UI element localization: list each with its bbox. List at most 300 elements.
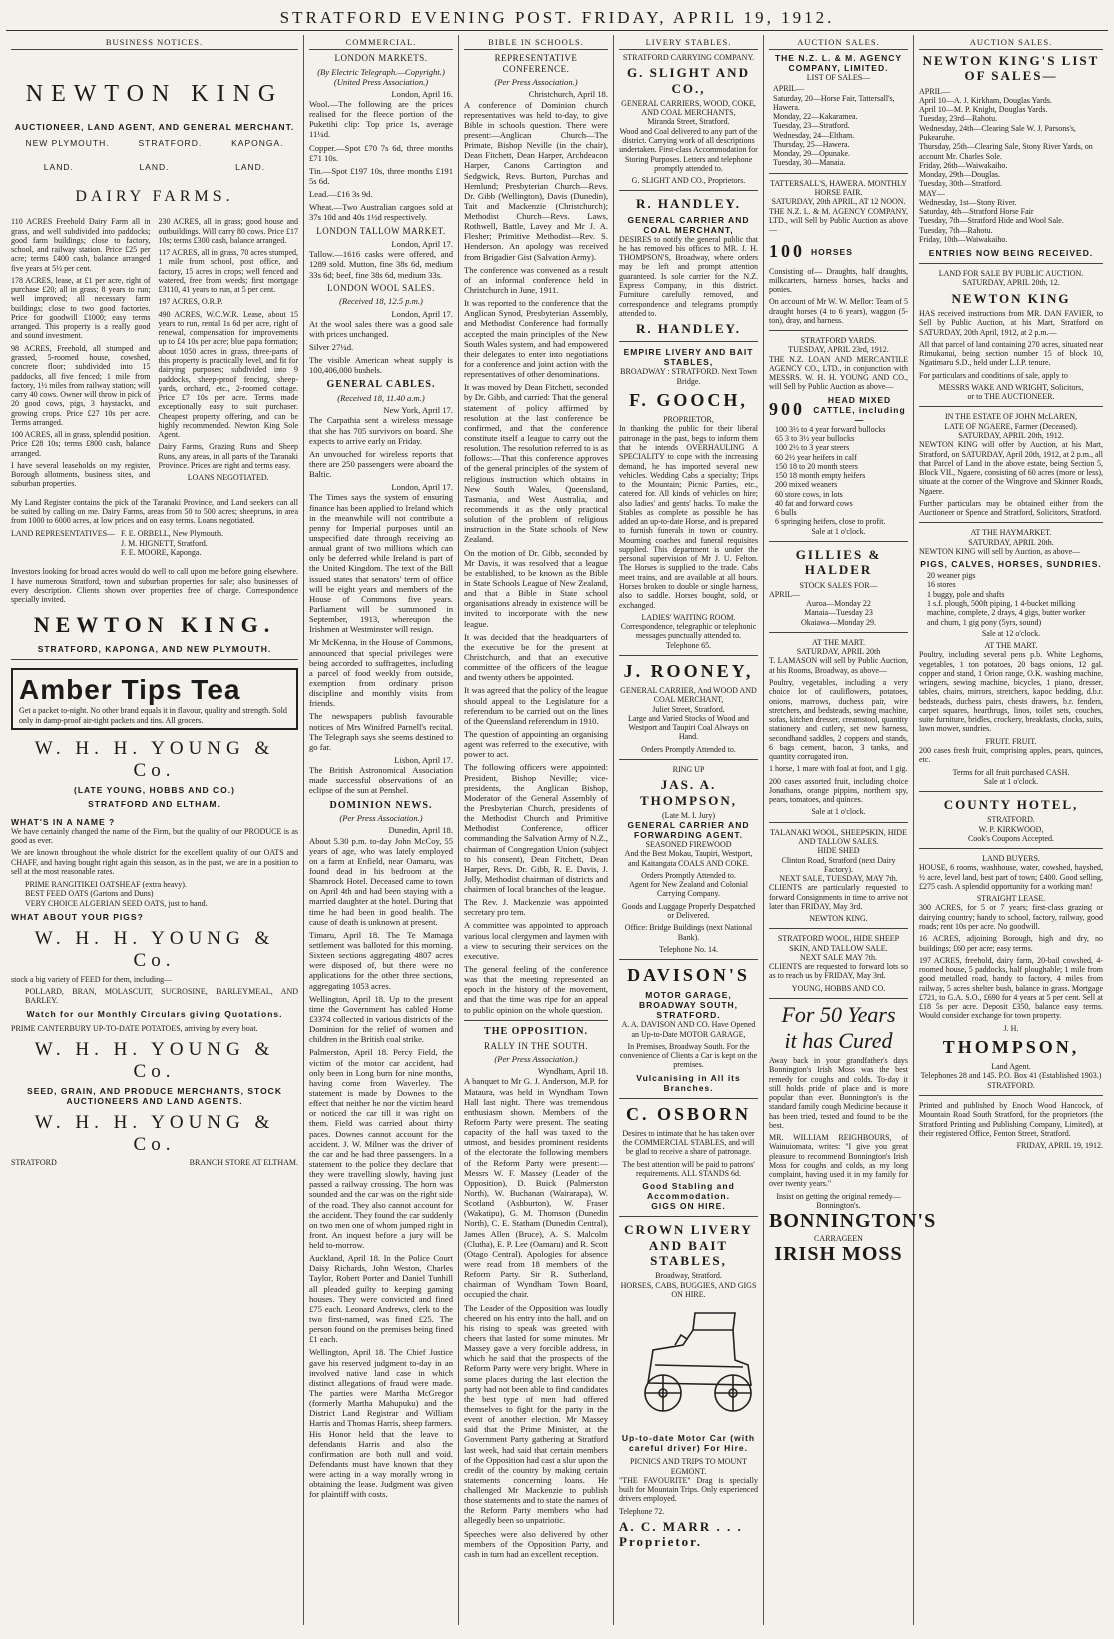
cattle-item: 100 3½ to 4 year forward bullocks xyxy=(775,424,886,434)
masthead: STRATFORD EVENING POST. FRIDAY, APRIL 19, 1912. xyxy=(6,6,1108,31)
land-representatives xyxy=(11,529,298,557)
sale-line: Wednesday, 24th—Clearing Sale W. J. Parsons's, Pukearuhe. xyxy=(919,123,1076,142)
land-label: LAND. xyxy=(235,162,266,173)
stratford-yards: STRATFORD YARDS. xyxy=(800,336,877,346)
farm-item: Dairy Farms, Grazing Runs and Sheep Runs, any areas, in all parts of the Taranaki Province. Prices are right and terms easy. xyxy=(158,442,298,470)
sale-line: Saturday, 20—Horse Fair, Tattersall's, Hawera. xyxy=(773,93,895,112)
thompson-name: JAS. A. THOMPSON, xyxy=(639,777,738,808)
dateline: New York, April 17. xyxy=(383,405,453,416)
mart-list: Poultry, including several pens p.b. White Leghorns, vegetables, 1 ton potatoes, 20 bags onions, 12 gal. copper and stand, 1 Orion range, O.K. washing machine, wringers, sewing machine, bicycles, 1 piano, dresser, tables, chairs, mirrors, stretchers, kapoc bedding, d.b.r. bedsteads, duchess pairs, chests drawers, b.r. fenders, carpet squares, hearthrugs, linos, toilet sets, couches, suite furniture, bridles, crockery, breakfasts, clocks, suits, lawn mower, sundries. xyxy=(919,650,1103,734)
section-title: LONDON MARKETS. xyxy=(334,53,428,64)
article-para: At the wool sales there was a good sale with prices unchanged. xyxy=(309,318,453,339)
horses-count: 100 xyxy=(769,241,805,262)
advertiser-role: AUCTIONEER, LAND AGENT, AND GENERAL MERCHANT. xyxy=(14,122,295,133)
cattle-label: HEAD MIXED CATTLE, including— xyxy=(813,394,906,425)
cattle-item: 60 store cows, in lots xyxy=(775,489,843,499)
slight-text: Wood and Coal delivered to any part of the district. Carrying work of all descriptions undertaken. First-class Accommodation for Storing Purposes. Letters and telephone promptly attended to. xyxy=(619,126,758,173)
sale-time: Sale at 1 o'clock. xyxy=(811,807,866,817)
haymarket-items: PIGS, CALVES, HORSES, SUNDRIES. xyxy=(920,559,1102,570)
product: BEST FEED OATS (Gartons and Duns) xyxy=(25,889,154,899)
article-para: Palmerston, April 18. Percy Field, the victim of the motor car accident, had only been in Long burn for nine months, having come from Waverley. The statement is made by Downes to the effect that neither he nor the victim heard or noticed the car till it was right on them. Field was carried about thirty paces. Downes cannot account for the accident. J. W. Milner was the driver of the car and he had three passengers. In a statement to the police they declare that they were travelling slowly, having just passed a railway crossing. The horn was sounded and the car was on the right side of the road. They also cannot account for the accident. They found the car suddenly on two men one of whom jumped right in front. An inquest before a jury will be held to-morrow. xyxy=(309,1047,453,1251)
farm-item: 178 ACRES, lease, at £1 per acre, right of purchase £20; all in grass; 8 years to run; well improved; all necessary farm buildings; close to two good factories. Price for goodwill £1000; easy terms arranged. This property is a really good and sound investment. xyxy=(11,275,151,341)
thompson-name: THOMPSON, xyxy=(942,1036,1080,1057)
rep: F. E. MOORE, Kaponga. xyxy=(121,548,202,558)
nzlm-name: THE N.Z. L. & M. AGENCY COMPANY, LIMITED. xyxy=(774,53,903,74)
column-header: BIBLE IN SCHOOLS. xyxy=(464,37,608,50)
thompson-late: (Late M. I. Jury) xyxy=(661,810,716,820)
empire-address: BROADWAY : STRATFORD. Next Town Bridge. xyxy=(620,367,757,386)
ad-text: Away back in your grandfather's days Bonnington's Irish Moss was the best remedy for coughs and colds. To-day it still holds pride of place and is more popular than ever. Bonnington's is the standard family cough Medicine because it has been tried, tested and found to be the best. xyxy=(769,1055,908,1130)
article-para: The question of appointing an organising agent was referred to the executive, with power to act. xyxy=(464,728,608,760)
ad-quote: MR. WILLIAM REIGHBOURS, of Wainuiomata, writes: "I give you great pleasure to recommend Bonnington's Irish Moss for coughs and colds, as my long complaint, having used it in my family for over twenty years." xyxy=(769,1133,908,1189)
loans-line: LOANS NEGOTIATED. xyxy=(187,473,269,483)
land-label: LAND. xyxy=(139,162,170,173)
rep: F. E. ORBELL, New Plymouth. xyxy=(121,529,224,539)
section-title: GENERAL CABLES. xyxy=(326,379,436,391)
land-or: or to THE AUCTIONEER. xyxy=(967,392,1055,402)
farms-left xyxy=(11,217,151,491)
section-title: LONDON TALLOW MARKET. xyxy=(316,225,446,236)
land-labels xyxy=(11,162,298,172)
land-text: HAS received instructions from MR. DAN FAVIER, to Sell by Public Auction, at his Mart, Stratford on SATURDAY, 20th April, 1912, at 2 p.m.— xyxy=(919,309,1103,337)
ladies-room: LADIES' WAITING ROOM. xyxy=(641,612,736,622)
thompson-tel: Telephone No. 14. xyxy=(659,944,718,954)
nzlm-sell: THE N.Z. L. & M. AGENCY COMPANY, LTD., will Sell by Public Auction as above— xyxy=(769,206,908,235)
article-para: Tin.—Spot £197 10s, three months £191 5s 6d. xyxy=(309,165,453,187)
amber-tips-ad xyxy=(11,668,298,730)
section-source: (Per Press Association.) xyxy=(494,77,578,88)
farms-listing xyxy=(11,217,298,491)
pigs-question: WHAT ABOUT YOUR PIGS? xyxy=(11,911,144,922)
lease-item: 300 ACRES, for 5 or 7 years; first-class grazing or dairying country; handy to school, factory, railway, good roads; rent 10s per acre. No goodwill. xyxy=(919,903,1103,932)
article-para: A banquet to Mr G. J. Anderson, M.P. for Mataura, was held in Wyndham Town Hall last night. There was tremendous enthusiasm shown. Members of the Reform Party were present. The seating capacity of the hall was taxed to the utmost, and besides prominent residents of the electorate the following members of the Reform Party were present:—Messrs W. F. Massey (Leader of the Opposition), D. Buick (Palmerston North), W. Buchanan (Wairarapa), W. Scotland (Ashburton), W. Fraser (Wakatipu), G. M. Thomson (Dunedin North), C. E. Statham (Dunedin Central), James Allen (Bruce), A. S. Malcolm (Clutha), E. P. Lee (Oamaru) and R. Scott (Otago Central). Apologies for absence were read from 18 members of the Reform Party. Sir R. Sutherland, chairman of Wyndham Town Board, occupied the chair. xyxy=(464,1076,608,1300)
sale-line: Monday, 29—Opunake. xyxy=(773,149,851,159)
hay-item: 1 buggy, pole and shafts xyxy=(927,589,1005,599)
article-para: Auckland, April 18. In the Police Court Daisy Richards, John Weston, Charles Taylor, Robert Porter and Daniel Tunhill all pleaded guilty to keeping gaming houses. They were convicted and fined £75 each. Leonard Andrews, clerk to the two first-named, was fined £25. The person found on the premises being fined £1 each. xyxy=(309,1253,453,1345)
sale-time: Sale at 1 o'clock. xyxy=(983,776,1039,786)
farm-item: 98 ACRES, Freehold, all stumped and grassed, 5-roomed house, cowshed, concrete floor; subdivided into 15 paddocks, all five fenced; 1 mile from factory, 1½ miles from railway station; will carry 40 cows. Owner will throw in pick of 20 good cows, pigs, 3 haystacks, and growing crops. Price £27 10s per acre. Terms arranged. xyxy=(11,343,151,427)
haymarket-date: SATURDAY, APRIL 20th. xyxy=(968,537,1054,547)
sale-line: APRIL— xyxy=(773,84,805,94)
dateline: Christchurch, April 18. xyxy=(528,89,608,100)
county-town: STRATFORD. xyxy=(987,815,1035,825)
article-para: The Leader of the Opposition was loudly cheered on his entry into the hall, and on his rising to speak was greeted with cheers that lasted for some minutes. Mr Massey gave a very forcible address, in which he said that the prospects of the Reform Party were very bright. Where in some places during the last election the party had not been able to find candidates the best type of men had offered themselves to fight for the party in the event of another election. Mr Massey said that the Prime Minister, at the Government Party gathering at Stratford last week, had said that certain members of the Opposition had cast a slur upon the credit of the country by making certain statements concerning loans. He challenged Mr Mackenzie to publish those statements and to state the names of the Reform Party members who had allegedly been so unpatriotic. xyxy=(464,1302,608,1526)
dateline: London, April 17. xyxy=(391,308,453,319)
land-cond: For particulars and conditions of sale, apply to xyxy=(919,370,1068,380)
gillies-month: APRIL— xyxy=(769,589,801,599)
article-para: It was agreed that the policy of the league should appeal to the Legislature for a referendum to be carried out on the lines of the Queensland referendum in 1910. xyxy=(464,685,608,726)
whats-in-a-name: WHAT'S IN A NAME ? xyxy=(11,816,116,827)
article-para: Copper.—Spot £70 7s 6d, three months £71 10s. xyxy=(309,142,453,163)
article-para: The following officers were appointed: President, Bishop Neville; vice-presidents, the Anglican Bishop, Moderator of the General Assembly of the Presbyterian Church, presidents of the Methodist Church and Primitive Methodist Conference, officer commanding the Salvation Army of N.Z., chairman of Congregation Union (subject to his consent), Dean Fitchett, Dean Harper, Revs. Dr. Gibb, R. E. Davis, J. Jolly, Methodist chairman of districts and chairmen of local branches of the league. xyxy=(464,762,608,895)
columns xyxy=(6,35,1108,1625)
gigs-on-hire: GIGS ON HIRE. xyxy=(651,1201,726,1212)
sale-line: Friday, 10th—Waiwakaiho. xyxy=(919,234,1008,244)
rooney-text: Large and Varied Stocks of Wood and Westport and Taupiri Coal Always on Hand. xyxy=(627,713,750,742)
section-title: THE OPPOSITION. xyxy=(484,1025,588,1037)
davison-name: DAVISON'S xyxy=(627,965,750,986)
talanaki: TALANAKI WOOL, SHEEPSKIN, HIDE AND TALLOW SALES. xyxy=(770,827,907,846)
section-source: (Per Press Association.) xyxy=(339,813,423,824)
wool-hide-sale: STRATFORD WOOL, HIDE SHEEP SKIN, AND TALLOW SALE. xyxy=(777,934,900,953)
article-para: The general feeling of the conference was that the meeting represented an epoch in the history of the movement, and that the time was ripe for an appeal to public opinion on the whole question. xyxy=(464,964,608,1015)
slight-name: G. SLIGHT AND CO., xyxy=(627,65,750,96)
cattle-item: 6 bulls xyxy=(775,508,797,518)
nzlm-sales xyxy=(773,84,904,167)
column-header: BUSINESS NOTICES. xyxy=(11,37,298,50)
land-title: LAND FOR SALE BY PUBLIC AUCTION. xyxy=(938,269,1084,279)
column-business-notices xyxy=(6,35,304,1625)
article-para: It was moved by Dean Fitchett, seconded by Dr. Gibb, and carried: That the general statement of policy affirmed by resolution at the last conference be confirmed, and that the conference constitute itself a league to carry out the resolution. The resolution referred to is as follows:—That this conference approves of the general principles of the system of religious instruction which obtains in New South Wales, Queensland, Tasmania, and West Australia, and recommends it as the only practical solution of the problem of religious instruction in the State schools of New Zealand. xyxy=(464,382,608,545)
sale-line: Thursday, 25th—Clearing Sale, Stony River Yards, on account Mr. Charles Sole. xyxy=(919,142,1093,161)
gillies-list xyxy=(769,599,908,627)
nzloan-text: THE N.Z. LOAN AND MERCANTILE AGENCY CO., LTD., in conjunction with MESSRS. W. H. H. YOUNG AND CO., will Sell by Public Auction as above— xyxy=(769,354,908,392)
branch-towns-footer: STRATFORD, KAPONGA, AND NEW PLYMOUTH. xyxy=(37,644,272,655)
marr-proprietor: A. C. MARR . . . Proprietor. xyxy=(619,1518,743,1550)
circulars: Watch for our Monthly Circulars giving Quotations. xyxy=(26,1009,283,1020)
farm-item: I have several leaseholds on my register, Borough allotments, business sites, and suburban properties. xyxy=(11,460,151,489)
column-header: LIVERY STABLES. xyxy=(619,37,758,50)
estate-text: NEWTON KING will offer by Auction, at his Mart, Stratford, on SATURDAY, April 20th, 1912, at 2 p.m., all that Parcel of Land in the above estate, being Section 5, Block VII., Ngaere, consisting of 60 acres (more or less), situate at the corner of the Wingrove and Skinner Roads, Ngaere. xyxy=(919,440,1104,496)
cattle-item: 200 mixed weaners xyxy=(775,480,838,490)
fruit-text: 200 cases fresh fruit, comprising apples, pears, quinces, etc. xyxy=(919,745,1103,765)
sale-time: Sale at 12 o'clock. xyxy=(981,628,1041,638)
clients-notice: CLIENTS are requested to forward lots so as to reach us by FRIDAY, May 3rd. xyxy=(769,962,908,981)
fruit-terms: Terms for all fruit purchased CASH. xyxy=(952,767,1070,777)
article-para: About 5.30 p.m. to-day John McCoy, 55 years of age, who was lately employed on a farm at Enfield, near Oamaru, was found dead in his bedroom at the Shamrock Hotel. Deceased came to town on April 4th and had been staying with a married daughter at the hotel. During that time he had been in good health. The cause of death is unknown at present. xyxy=(309,835,453,927)
young-hobbs-sign: YOUNG, HOBBS AND CO. xyxy=(791,983,886,993)
name-para: We have certainly changed the name of the Firm, but the quality of our PRODUCE is as good as ever. xyxy=(11,826,298,845)
sale-line: Tuesday, 23rd—Rahotu. xyxy=(919,114,998,124)
clinton-road: Clinton Road, Stratford (next Dairy Factory). xyxy=(781,855,896,874)
article-para: The visible American wheat supply is 100,406,000 bushels. xyxy=(309,355,453,376)
county-cook: Cook's Coupons Accepted. xyxy=(967,833,1055,843)
sale-line: April 10—A. J. Kirkham, Douglas Yards. xyxy=(919,95,1052,105)
article-para: A committee was appointed to approach various local clergymen and laymen with a view to securing their services on the executive. xyxy=(464,920,608,961)
farm-item: 490 ACRES, W.C.W.R. Lease, about 15 years to run, rental 1s 6d per acre, right of renewal, compensation for improvements up to £4 10s per acre; blue papa formation; about 1050 acres in grass, three-parts of this property is practically level, and fit for dairying purposes; subdivided into 9 paddocks, sheep-proof fencing, sheep-yards, orchard, etc., 2-roomed cottage. Price £7 10s per acre. Terms made exceptionally easy to suit purchaser. Cheapest property offering, and can be highly recommended. Newton King Sole Agent. xyxy=(158,309,298,440)
cattle-item: 150 18 month empty heifers xyxy=(775,471,866,481)
article-para: Speeches were also delivered by other members of the Opposition Party, and cash in turn had an excellent reception. xyxy=(464,1528,608,1559)
land-desc: All that parcel of land containing 270 acres, situated near Rimukanui, being section number 15 of block 10, Ngatimaru S.D., held under L.I.P. tenure. xyxy=(919,339,1103,368)
handley-text: DESIRES to notify the general public that he has removed his offices to MR. J. H. THOMPSON'S, Broadway, where orders may be left and prompt attention guaranteed. Is sole carrier for the N.Z. Express Company, in this district. Furniture carefully removed, and correspondence and telegrams promptly attended to. xyxy=(619,234,758,318)
young-late: (LATE YOUNG, HOBBS AND CO.) xyxy=(74,784,235,795)
sale-line: Tuesday, 30th—Stratford. xyxy=(919,179,1002,189)
hide-shed: HIDE SHED xyxy=(817,846,860,856)
amber-title: Amber Tips Tea xyxy=(19,674,241,706)
slight-sign: G. SLIGHT AND CO., Proprietors. xyxy=(631,176,746,186)
dateline: London, April 16. xyxy=(391,88,453,99)
thompson-agent: Land Agent. xyxy=(991,1062,1031,1072)
lease-item: 16 ACRES, adjoining Borough, high and dry, no buildings; £60 per acre; easy terms. xyxy=(919,934,1103,953)
davison-text: In Premises, Broadway South. For the convenience of Clients a Car is kept on the premises. xyxy=(619,1041,758,1070)
empire-title: EMPIRE LIVERY AND BAIT STABLES, xyxy=(623,347,754,368)
moss-brand: BONNINGTON'S xyxy=(769,1210,937,1233)
rooney-orders: Orders Promptly Attended to. xyxy=(641,744,736,754)
section-source: (Received 18, 11.40 a.m.) xyxy=(337,393,425,404)
ad-headline: it has Cured xyxy=(784,1027,893,1053)
county-hotel: COUNTY HOTEL, xyxy=(943,797,1079,813)
branch-towns xyxy=(11,138,298,148)
sale-line: Tuesday, 30—Manaia. xyxy=(773,158,846,168)
town: STRATFORD. xyxy=(138,138,203,149)
land-nk: NEWTON KING xyxy=(951,290,1071,306)
slight-role: GENERAL CARRIERS, WOOD, COKE, AND COAL MERCHANTS, xyxy=(621,98,756,118)
article-para: Wheat.—Two Australian cargoes sold at 37s 10d and 40s 1½d respectively. xyxy=(309,202,453,223)
gooch-name: F. GOOCH, xyxy=(629,389,748,410)
stabling: Good Stabling and Accommodation. xyxy=(642,1181,735,1202)
section-subtitle: RALLY IN THE SOUTH. xyxy=(483,1040,589,1051)
sale-line: Tuesday, 7th—Rahotu. xyxy=(919,225,993,235)
article-para: Wool.—The following are the prices realised for the fleece portion of the Puketihi clip: Top price 1s, average 11¼d. xyxy=(309,99,453,140)
osborn-attend: The best attention will be paid to patrons' requirements. ALL STANDS 6d. xyxy=(622,1159,755,1179)
tattersalls-date: SATURDAY, 20th APRIL, AT 12 NOON. xyxy=(771,197,906,207)
carrying-company: STRATFORD CARRYING COMPANY. xyxy=(622,53,755,63)
thompson-agent: Agent for New Zealand and Colonial Carrying Company. xyxy=(629,880,748,899)
haymarket-nk: NEWTON KING will sell by Auction, as above— xyxy=(919,546,1081,556)
newton-king-sign: NEWTON KING. xyxy=(809,914,868,924)
tattersalls: TATTERSALL'S, HAWERA. MONTHLY HORSE FAIR. xyxy=(770,178,907,197)
amber-text: Get a packet to-night. No other brand equals it in flavour, quality and strength. Sold only in damp-proof air-tight packets and tins. All grocers. xyxy=(19,706,287,725)
advertiser-name-footer: NEWTON KING. xyxy=(33,612,276,638)
ad-insist: Insist on getting the original remedy—Bonnington's. xyxy=(776,1191,901,1210)
young-name: W. H. H. YOUNG & Co. xyxy=(34,737,275,782)
young-where: STRATFORD AND ELTHAM. xyxy=(88,798,221,809)
sale-line: APRIL— xyxy=(919,86,951,96)
land-register: My Land Register contains the pick of the Taranaki Province, and Land seekers can all be suited by calling on me. Dairy Farms, areas from 50 to 500 acres; sheepruns, in area from 1000 to 6000 acres, at low prices and on easy terms. Loans negotiated. xyxy=(11,497,298,526)
davison-sub: MOTOR GARAGE, BROADWAY SOUTH, STRATFORD. xyxy=(638,990,739,1021)
next-sale: NEXT SALE MAY 7th. xyxy=(799,952,878,962)
young-name: W. H. H. YOUNG & Co. xyxy=(34,1038,275,1083)
county-owner: W. P. KIRKWOOD, xyxy=(978,824,1044,834)
column-auction-sales-2 xyxy=(914,35,1108,1625)
crown-hire: HORSES, CABS, BUGGIES, AND GIGS ON HIRE. xyxy=(620,1280,757,1299)
section-source: (By Electric Telegraph.—Copyright.) (United Press Association.) xyxy=(317,66,445,87)
article-para: On the motion of Dr. Gibb, seconded by Mr Davis, it was resolved that a league be established, to be known as the Bible in State Schools League of New Zealand, and that a Bible in State school organisations already in existence will be invited to incorporate with the new league. xyxy=(464,547,608,629)
pigs-items: POLLARD, BRAN, MOLASCUIT, SUCROSINE, BARLEYMEAL, AND BARLEY. xyxy=(25,986,298,1006)
cattle-list xyxy=(775,425,908,527)
article-para: It was decided that the headquarters of the executive be for the present at Christchurch, and that an executive committee of the officers of the league and twenty others be appointed. xyxy=(464,631,608,683)
section-title: REPRESENTATIVE CONFERENCE. xyxy=(494,53,578,74)
gillies-item: Auroa—Monday 22 xyxy=(806,599,871,609)
newton-king-list: NEWTON KING'S LIST OF SALES— xyxy=(922,53,1100,84)
gooch-text: In thanking the public for their liberal patronage in the past, begs to inform them that he intends OVERHAULING A SPECIALITY to cope with the increasing demand, he has imported several new vehicles. Wedding Cabs a specialty; Trips to the Mountain; Picnic Parties, etc., catered for. All kinds of vehicles on hire; also ladies' and gents' hacks. To make the Stables as complete as possible he has added an up-to-date Horse, and is prepared to furnish funerals in town or country. Mourning coaches and funeral requisites supplied. This department is under the personal supervision of Mr J. U. Felton. The Horses is supplied to the trade. Cabs meet trains, and are available at all hours. Horses broken to double or single harness, also to saddle. Horses bought, sold, or exchanged. xyxy=(619,424,758,610)
sale-time: Sale at 1 o'clock. xyxy=(811,526,866,536)
coal-text: And the Best Mokau, Taupiri, Westport, and Kaitangata COALS AND COKE. xyxy=(624,849,753,868)
product: VERY CHOICE ALGERIAN SEED OATS, just to hand. xyxy=(25,898,208,908)
horses-lot xyxy=(769,237,908,266)
rooney-address: Juliet Street, Stratford. xyxy=(652,704,725,714)
article-para: The Rev. J. Mackenzie was appointed secretary pro tem. xyxy=(464,897,608,918)
estate-date: SATURDAY, APRIL 20th, 1912. xyxy=(958,430,1064,440)
lease-item: 197 ACRES, freehold, dairy farm, 20-bail cowshed, 4-roomed house, 5 paddocks, half ploughable; 1 mile from good metalled road, handy to factory, 4 miles from railway, 5 acres shelter bush, balance in grass. Mortgage £721, to G.A. S.O., £690 for 4 years at 5 per cent. Sell at £18 5s per acre. Deposit £350, balance easy terms. Would consider exchange for town property. xyxy=(919,955,1103,1021)
town: KAPONGA. xyxy=(231,138,284,149)
article-para: The newspapers publish favourable notices of Mrs Winifred Parnell's recital. The Telegraph says she seems destined to go far. xyxy=(309,711,453,752)
thompson-initials: J. H. xyxy=(1003,1023,1019,1033)
gillies-sub: STOCK SALES FOR— xyxy=(799,580,878,590)
sale-line: Monday, 22—Kakaramea. xyxy=(773,112,858,122)
lamason-intro: T. LAMASON will sell by Public Auction, at his Rooms, Broadway, as above— xyxy=(769,656,908,675)
davison-owner: A. A. DAVISON AND CO. Have Opened an Up-to-Date MOTOR GARAGE, xyxy=(621,1020,756,1039)
article-para: The Times says the system of ensuring finance has been applied to Ireland which in the meanwhile will not contribute a penny for Imperial purposes until an unspecified date through receiving an annual grant of two millions which can only be deferred while Ireland is part of the United Kingdom. The text of the Bill issued states that senators' term of office will be eight years and members of the House of Commons five years. Parliament will be summoned in September, 1913, whereupon the Irishmen at Westminster will resign. xyxy=(309,492,453,635)
young-footer xyxy=(11,1158,298,1167)
article-para: Mr McKenna, in the House of Commons, announced that special privileges were being accorded to suffragettes, including a parcel of food weekly from outside, exemption from ordinary prison discipline and monthly visits from friends. xyxy=(309,637,453,709)
motor-car-illustration xyxy=(623,1305,763,1425)
article-para: Timaru, April 18. The Te Mamaga settlement was balloted for this morning. Sixteen sections aggregating 4807 acres were disposed of, but there were no applications for the other three sections, aggregating 1053 acres. xyxy=(309,929,453,991)
article-para: An unvouched for wireless reports that there are 250 passengers were aboard the Baltic. xyxy=(309,448,453,480)
farm-item: 100 ACRES, all in grass, splendid position. Price £28 10s; terms £800 cash, balance arranged. xyxy=(11,430,151,458)
favourite: "THE FAVOURITE" Drag is specially built for Mountain Trips. Only experienced drivers employed. xyxy=(619,1475,758,1504)
sale-line: Wednesday, 24—Eltham. xyxy=(773,130,855,140)
article-para: Wellington, April 18. The Chief Justice gave his reserved judgment to-day in an involved native land case in which distinct allegations of fraud were made. The parties were Martha McGregor (formerly Martha Mahupuku) and the District Land Registrar and William Harris and Thomas Harris, sheep farmers. His Honor held that the leave to defendants Harris and also the confirmation are both null and void. Defendants must have known that they were acting in a way morally wrong in obtaining the lease. Judgment was given for plaintiff with costs. xyxy=(309,1347,453,1500)
young-trades: SEED, GRAIN, AND PRODUCE MERCHANTS, STOCK AUCTIONEERS AND LAND AGENTS. xyxy=(27,1085,282,1106)
farm-item: 230 ACRES, all in grass; good house and outbuildings. Will carry 80 cows. Price £17 10s; terms £300 cash, balance arranged. xyxy=(158,217,298,245)
thompson-goods: Goods and Luggage Properly Despatched or Delivered. xyxy=(621,901,756,921)
lamason-fruit: 200 cases assorted fruit, including choice Jonathans, orange pippins, northern spy, pears, tomatoes, and quinces. xyxy=(769,776,908,805)
sale-line: Tuesday, 23—Stratford. xyxy=(773,121,850,131)
column-header: AUCTION SALES. xyxy=(769,37,908,50)
gillies-name: GILLIES & HALDER xyxy=(795,546,882,578)
young-name: W. H. H. YOUNG & Co. xyxy=(34,927,275,972)
dateline: London, April 17. xyxy=(391,482,453,493)
gooch-role: PROPRIETOR, xyxy=(663,415,714,425)
article-para: Wellington, April 18. Up to the present time the Government has cabled Home £3374 collected in various districts of the Dominion for the relief of women and children in the British coal strike. xyxy=(309,993,453,1045)
cattle-lot xyxy=(769,395,908,425)
sale-line: Saturday, 4th—Stratford Horse Fair xyxy=(919,207,1034,217)
article-para: The Carpathia sent a wireless message that she has 705 survivors on board. She expects to arrive early on Friday. xyxy=(309,415,453,446)
imprint: Printed and published by Enoch Wood Hancock, of Mountain Road South Stratford, for the proprietors (the Stratford Printing and Publishing Company, Limited), at their registered Office, Fenton Street, Stratford. xyxy=(919,1100,1103,1138)
article-para: Tallow.—1616 casks were offered, and 1289 sold. Mutton, fine 38s 6d, medium 33s 6d; beef, fine 38s 6d, medium 33s. xyxy=(309,249,453,280)
crown-title: CROWN LIVERY AND BAIT STABLES, xyxy=(624,1222,753,1268)
cattle-item: 6 springing heifers, close to profit. xyxy=(775,517,886,527)
moss-name: IRISH MOSS xyxy=(774,1243,903,1266)
cattle-item: 150 18 to 20 month steers xyxy=(775,461,858,471)
section-source: (Per Press Association.) xyxy=(494,1054,578,1065)
column-header: COMMERCIAL. xyxy=(309,37,453,50)
young-name: W. H. H. YOUNG & Co. xyxy=(34,1111,275,1156)
sale-line: Wednesday, 1st—Stony River. xyxy=(919,197,1017,207)
town: NEW PLYMOUTH. xyxy=(25,138,110,149)
article-para: The British Astronomical Association made successful observations of an eclipse of the sun at Penshel. xyxy=(309,765,453,796)
land-label: LAND. xyxy=(43,162,74,173)
cattle-item: 60 2½ year heifers in calf xyxy=(775,452,857,462)
potatoes: PRIME CANTERBURY UP-TO-DATE POTATOES, arriving by every boat. xyxy=(11,1023,258,1033)
nk-sales xyxy=(919,87,1103,245)
dateline: Wyndham, April 18. xyxy=(537,1066,608,1077)
column-header: AUCTION SALES. xyxy=(919,37,1103,50)
pigs-text: stock a big variety of FEED for them, including— xyxy=(11,974,173,984)
cattle-item: 100 2½ to 3 year steers xyxy=(775,443,850,453)
imprint-date: FRIDAY, APRIL 19, 1912. xyxy=(1016,1141,1103,1151)
land-buyers: LAND BUYERS. xyxy=(982,854,1040,864)
section-source: (Received 18, 12.5 p.m.) xyxy=(339,296,423,307)
mart-date: SATURDAY, APRIL 20th xyxy=(796,647,881,657)
handley-name: R. HANDLEY. xyxy=(636,196,741,212)
column-auction-sales-1 xyxy=(764,35,937,1625)
column-commercial xyxy=(304,35,459,1625)
dateline: Lisbon, April 17. xyxy=(394,754,453,765)
hay-item: 20 weaner pigs xyxy=(927,571,976,581)
cattle-item: 65 3 to 3½ year bullocks xyxy=(775,434,855,444)
investors-notice: Investors looking for broad acres would do well to call upon me before going elsewhere. I have numerous Stratford, town and suburban properties for sale; also businesses of every description. Clients shown over properties free of charge. Correspondence specially invited. xyxy=(11,567,298,605)
gillies-item: Manaia—Tuesday 23 xyxy=(804,608,873,618)
section-title: LONDON WOOL SALES. xyxy=(327,282,435,293)
column-bible-in-schools xyxy=(459,35,614,1625)
advertiser-name: NEWTON KING xyxy=(25,81,284,108)
entries: ENTRIES NOW BEING RECEIVED. xyxy=(928,248,1094,259)
gooch-foot: Correspondence, telegraphic or telephonic messages punctually attended to. Telephone 65. xyxy=(620,622,757,650)
land-solicitors: MESSRS WAKE AND WRIGHT, Solicitors, xyxy=(938,382,1084,392)
lamason-text: Poultry, vegetables, including a very choice lot of cauliflowers, potatoes, onions, marrows, duchess pair, wire stretchers, and bedsteads, sewing machine, sofas, kitchen dresser, creamstool, quantity stationery and cutlery, set new harness, secondhand saddles, 2 coppers and stands, 6 bags cement, bacon, 3 tanks, and quantity corrugated iron. xyxy=(769,678,908,762)
slight-address: Miranda Street, Stratford. xyxy=(647,117,730,127)
rooney-name: J. ROONEY, xyxy=(623,660,754,681)
vulcanising: Vulcanising in All its Branches. xyxy=(636,1072,741,1093)
hay-item: 16 stores xyxy=(927,580,956,590)
moss-carrageen: CARRAGEEN xyxy=(814,1233,863,1243)
land-date: SATURDAY, APRIL 20th, 12. xyxy=(962,278,1060,288)
crown-address: Broadway, Stratford. xyxy=(655,1271,722,1281)
sale-line: Friday, 26th—Waiwakaiho. xyxy=(919,160,1008,170)
footer-right: BRANCH STORE AT ELTHAM. xyxy=(189,1158,298,1168)
cattle-item: 40 fat and forward cows xyxy=(775,498,853,508)
stratford-yards-date: TUESDAY, APRIL 23rd, 1912. xyxy=(788,345,889,355)
picnics: PICNICS AND TRIPS TO MOUNT EGMONT. xyxy=(630,1457,747,1476)
sale-line: Monday, 29th—Douglas. xyxy=(919,170,1001,180)
ring-up: RING UP xyxy=(672,764,705,774)
farms-right xyxy=(159,217,299,491)
mart-title: AT THE MART. xyxy=(984,641,1038,651)
thompson-orders: Orders Promptly Attended to. xyxy=(641,870,736,880)
hay-item: 1 s.f. plough, 500ft piping, 1 4-bucket milking machine, complete, 2 drays, 4 gigs, butter worker and churn, 1 gig pony (5yrs, sound) xyxy=(927,598,1086,627)
mart-title: AT THE MART. xyxy=(811,637,866,647)
seasoned-firewood: SEASONED FIREWOOD xyxy=(645,840,732,850)
rooney-role: GENERAL CARRIER, And WOOD AND COAL MERCHANT, xyxy=(620,686,757,705)
footer-left: STRATFORD xyxy=(11,1158,57,1168)
thompson-town: STRATFORD. xyxy=(987,1080,1035,1090)
nzlm-list-title: LIST OF SALES— xyxy=(806,73,871,83)
thompson-role: GENERAL CARRIER AND FORWARDING AGENT. xyxy=(627,820,750,841)
reps-label: LAND REPRESENTATIVES— xyxy=(11,529,116,539)
sale-line: MAY— xyxy=(919,188,945,198)
name-para: We are known throughout the whole district for the excellent quality of our OATS and CHAFF, and having bought right again this season, as in the past, we are in a position to sell at the most reasonable rates. xyxy=(11,848,298,876)
product: PRIME RANGITIKEI OATSHEAF (extra heavy). xyxy=(25,880,187,890)
clients-notice: CLIENTS are particularly requested to forward Consignments in time to arrive not later than FRIDAY, May 3rd. xyxy=(769,883,908,911)
rep: J. M. HIGNETT, Stratford. xyxy=(121,538,208,548)
sale-line: Tuesday, 7th—Stratford Hide and Wool Sale. xyxy=(919,216,1064,226)
article-para: Lead.—£16 3s 9d. xyxy=(309,189,373,200)
sale-line: Thursday, 25—Hawera. xyxy=(773,139,850,149)
estate-late: LATE OF NGAERE, Farmer (Deceased). xyxy=(944,421,1078,431)
cattle-count: 900 xyxy=(769,399,805,420)
estate-title: IN THE ESTATE OF JOHN McLAREN, xyxy=(944,412,1078,422)
dateline: London, April 17. xyxy=(391,239,453,250)
straight-lease: STRAIGHT LEASE. xyxy=(976,894,1046,904)
column-livery-stables xyxy=(614,35,764,1625)
osborn-name: C. OSBORN xyxy=(625,1103,751,1124)
thompson-tel: Telephones 28 and 145. P.O. Box 41 (Established 1903.) xyxy=(920,1071,1102,1081)
gillies-item: Okaiawa—Monday 29. xyxy=(800,617,877,627)
telephone: Telephone 72. xyxy=(619,1506,665,1516)
section-title: DOMINION NEWS. xyxy=(329,799,433,811)
dateline: Dunedin, April 18. xyxy=(388,825,453,836)
farm-item: 110 ACRES Freehold Dairy Farm all in grass, and well subdivided into paddocks; good farm buildings; close to factory, school, and railway station. Price £25 per acre; terms £400 cash, balance arranged five years at 5½ per cent. xyxy=(11,217,151,273)
haymarket-list xyxy=(927,571,1095,627)
article-para: Silver 27¼d. xyxy=(309,341,354,352)
handley-sign: R. HANDLEY. xyxy=(636,321,741,337)
article-para: The conference was convened as a result of an informal conference held in Christchurch in June, 1911. xyxy=(464,264,608,296)
horses-label: HORSES xyxy=(811,246,853,257)
buyers-text: HOUSE, 6 rooms, washhouse, water, cowshed, hayshed, ½ acre, level land, best part of town; £400. Good selling, £275 cash. A splendid opportunity for a working man! xyxy=(919,863,1103,891)
osborn-text: Desires to intimate that he has taken over the COMMERCIAL STABLES, and will be glad to receive a share of patronage. xyxy=(622,1128,755,1157)
